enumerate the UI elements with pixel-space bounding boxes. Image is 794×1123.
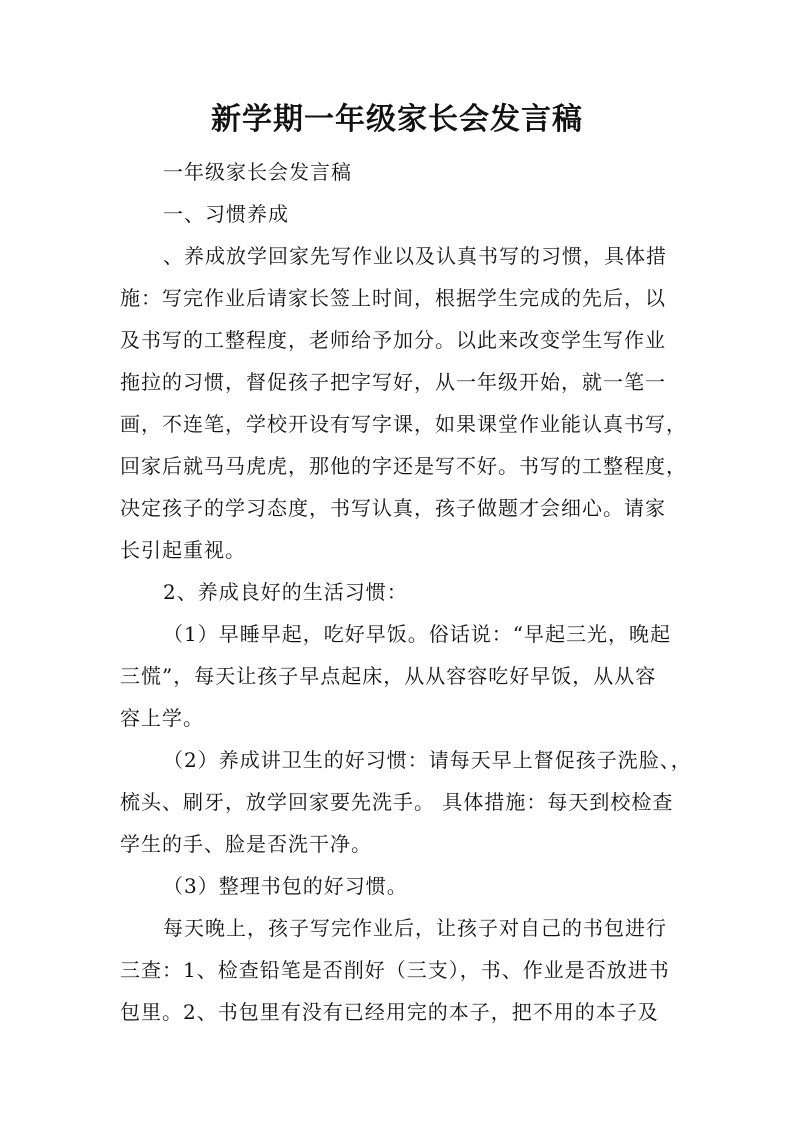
paragraph-line: 回家后就马马虎虎，那他的字还是写不好。书写的工整程度， [120,454,687,478]
paragraph-line: 每天晚上，孩子写完作业后，让孩子对自己的书包进行 [163,916,667,940]
subtitle-line: 一年级家长会发言稿 [163,160,352,184]
paragraph-line: 三查：1、检查铅笔是否削好（三支），书、作业是否放进书 [120,958,670,982]
paragraph-line: 学生的手、脸是否洗干净。 [120,832,372,856]
section-heading: 一、习惯养成 [163,202,289,226]
paragraph-line: 容上学。 [120,706,204,730]
document-title: 新学期一年级家长会发言稿 [211,102,583,137]
paragraph-line: （2）养成讲卫生的好习惯：请每天早上督促孩子洗脸、， [163,748,692,772]
paragraph-line: 包里。2、书包里有没有已经用完的本子，把不用的本子及 [120,1000,659,1024]
paragraph-line: （3）整理书包的好习惯。 [163,874,408,898]
paragraph-line: 及书写的工整程度，老师给予加分。以此来改变学生写作业 [120,328,666,352]
paragraph-line: 长引起重视。 [120,538,246,562]
paragraph-line: 、养成放学回家先写作业以及认真书写的习惯，具体措 [163,244,667,268]
paragraph-line: 三慌”，每天让孩子早点起床，从从容容吃好早饭，从从容 [120,664,657,688]
section-heading: 2、养成良好的生活习惯： [163,580,408,604]
paragraph-line: 拖拉的习惯，督促孩子把字写好，从一年级开始，就一笔一 [120,370,666,394]
paragraph-line: 梳头、刷牙，放学回家要先洗手。 具体措施：每天到校检查 [120,790,674,814]
paragraph-line: 画，不连笔，学校开设有写字课，如果课堂作业能认真书写， [120,412,687,436]
paragraph-line: 决定孩子的学习态度，书写认真，孩子做题才会细心。请家 [120,496,666,520]
paragraph-line: （1）早睡早起，吃好早饭。俗话说：“早起三光，晚起 [163,622,671,646]
paragraph-line: 施：写完作业后请家长签上时间，根据学生完成的先后，以 [120,286,666,310]
